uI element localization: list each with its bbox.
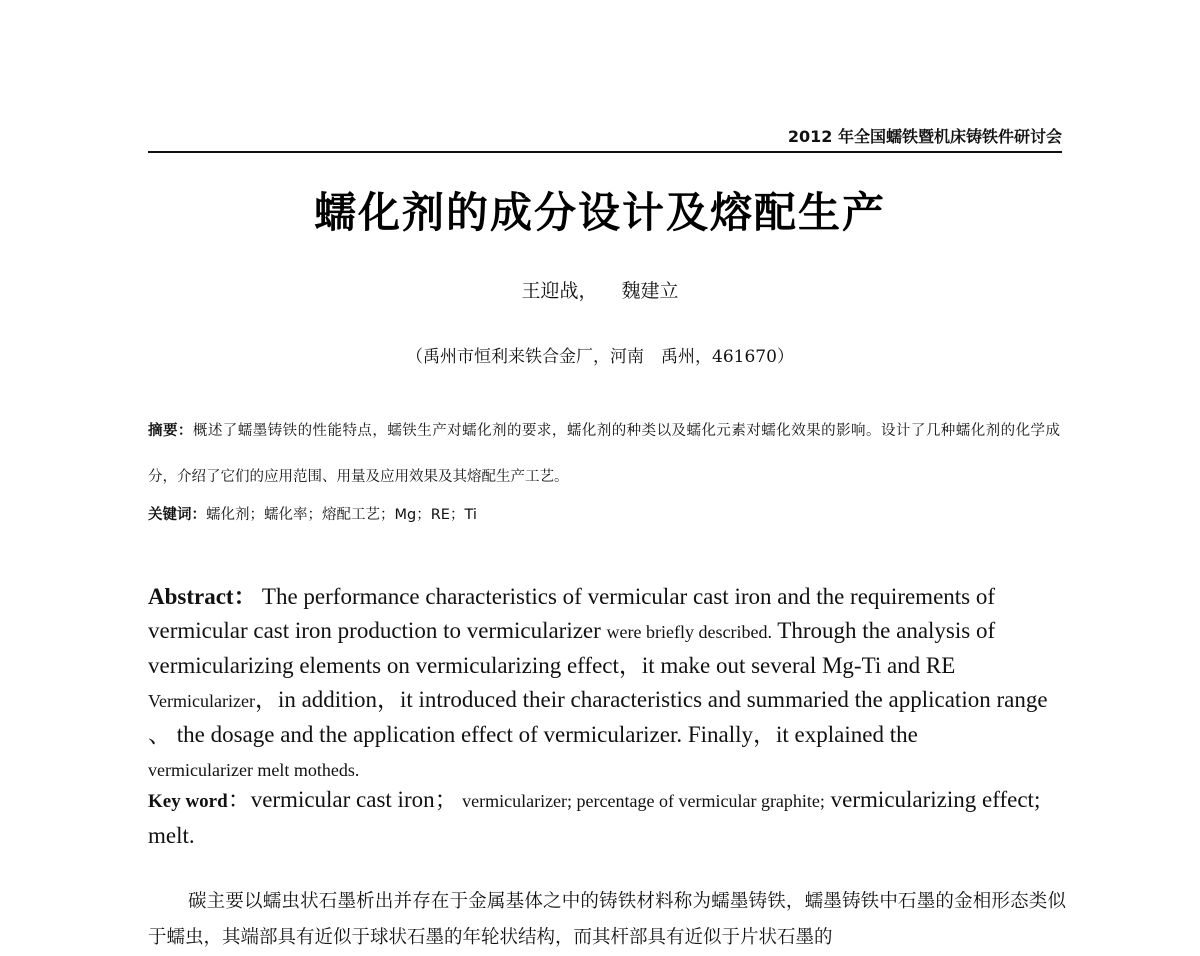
english-abstract-text-6: vermicularizer melt motheds.	[148, 760, 360, 780]
english-abstract-text-1: The performance characteristics of vermicular cast iron and the requirements of vermicular cast iron production to vermicularizer	[148, 584, 996, 643]
affiliation: （禹州市恒利来铁合金厂，河南 禹州，461670）	[406, 347, 794, 367]
chinese-abstract-label: 摘要：	[148, 423, 193, 439]
header-rule	[148, 151, 1062, 153]
chinese-keywords-text: 蠕化剂；蠕化率；熔配工艺；Mg；RE；Ti	[206, 507, 477, 523]
english-keyword-1: vermicular cast iron；	[250, 787, 458, 812]
english-keyword-2: vermicularizer; percentage of vermicular graphite;	[457, 791, 825, 811]
chinese-keywords-label: 关键词：	[148, 507, 206, 523]
author-1: 王迎战，	[521, 280, 598, 302]
paper-title: 蠕化剂的成分设计及熔配生产	[313, 188, 886, 237]
authors	[0, 276, 1200, 303]
chinese-abstract	[148, 408, 1060, 500]
english-keywords-label: Key word	[148, 791, 228, 812]
english-abstract-text-3: Through the analysis of vermicularizing elements on vermicularizing effect，it make out several Mg-Ti and RE	[148, 618, 996, 678]
english-abstract-label: Abstract：	[148, 584, 257, 609]
body-paragraph: 碳主要以蠕虫状石墨析出并存在于金属基体之中的铸铁材料称为蠕墨铸铁，蠕墨铸铁中石墨的金相形态类似于蠕虫，其端部具有近似于球状石墨的年轮状结构，而其杆部具有近似于片状石墨的	[148, 891, 1066, 948]
english-keywords-sep: ：	[227, 787, 251, 812]
running-header: 2012 年全国蠕铁暨机床铸铁件研讨会	[787, 127, 1062, 146]
english-abstract-text-5: ，in addition，it introduced their characteristics and summaried the application range 、 the dosage and the application effect of vermicularizer. Finally，it explained the	[148, 687, 1048, 747]
chinese-keywords	[148, 503, 1060, 524]
author-2: 魏建立	[621, 280, 679, 302]
english-abstract-text-2: were briefly described.	[606, 622, 772, 642]
english-abstract	[148, 580, 1068, 787]
english-keyword-3: vermicularizing effect; melt.	[148, 787, 1041, 848]
english-keywords	[148, 783, 1068, 853]
chinese-abstract-text: 概述了蠕墨铸铁的性能特点，蠕铁生产对蠕化剂的要求，蠕化剂的种类以及蠕化元素对蠕化效果的影响。设计了几种蠕化剂的化学成分，介绍了它们的应用范围、用量及应用效果及其熔配生产工艺。	[148, 423, 1060, 485]
english-abstract-text-4: Vermicularizer	[148, 691, 255, 711]
